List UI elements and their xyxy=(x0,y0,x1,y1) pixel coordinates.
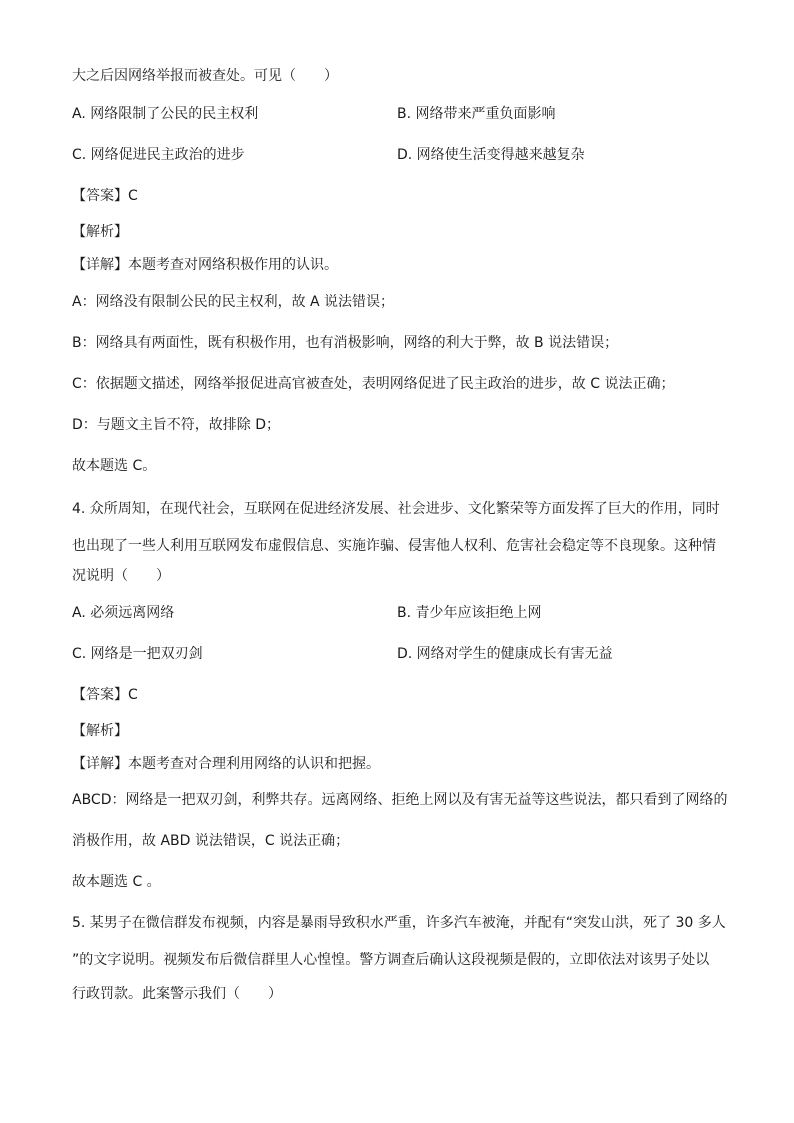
q4-detail: 【详解】本题考查对合理利用网络的认识和把握。 xyxy=(72,756,380,772)
q4-options-row-1 xyxy=(72,603,732,623)
q4-analysis-label: 【解析】 xyxy=(72,723,128,739)
q3-option-a: A. 网络限制了公民的民主权利 xyxy=(72,106,259,122)
q4-stem-line-1: 4. 众所周知，在现代社会，互联网在促进经济发展、社会进步、文化繁荣等方面发挥了巨大的作用，同时 xyxy=(72,501,720,517)
q4-option-d: D. 网络对学生的健康成长有害无益 xyxy=(397,646,613,662)
q4-option-c: C. 网络是一把双刃剑 xyxy=(72,646,203,662)
q3-answer: 【答案】C xyxy=(72,188,138,204)
q3-analysis-b: B：网络具有两面性，既有积极作用，也有消极影响，网络的利大于弊，故 B 说法错误； xyxy=(72,335,619,351)
q3-option-c: C. 网络促进民主政治的进步 xyxy=(72,147,245,163)
q4-option-b: B. 青少年应该拒绝上网 xyxy=(397,605,542,621)
q5-stem-line-1: 5. 某男子在微信群发布视频，内容是暴雨导致积水严重，许多汽车被淹，并配有“突发山洪，死了 30 多人 xyxy=(72,915,726,931)
q3-analysis-d: D：与题文主旨不符，故排除 D； xyxy=(72,417,281,433)
q3-stem-tail: 大之后因网络举报而被查处。可见（ ） xyxy=(72,68,338,84)
q3-options-row-2 xyxy=(72,145,732,165)
q4-answer: 【答案】C xyxy=(72,687,138,703)
q4-stem-line-2: 也出现了一些人利用互联网发布虚假信息、实施诈骗、侵害他人权利、危害社会稳定等不良现象。这种情 xyxy=(72,538,716,554)
q3-option-d: D. 网络使生活变得越来越复杂 xyxy=(397,147,585,163)
q4-analysis-line-1: ABCD：网络是一把双刃剑，利弊共存。远离网络、拒绝上网以及有害无益等这些说法，都只看到了网络的 xyxy=(72,792,728,808)
q3-options-row-1 xyxy=(72,104,732,124)
q3-analysis-label: 【解析】 xyxy=(72,224,128,240)
q5-stem-line-2: ”的文字说明。视频发布后微信群里人心惶惶。警方调查后确认这段视频是假的，立即依法对该男子处以 xyxy=(72,952,710,968)
q4-analysis-line-2: 消极作用，故 ABD 说法错误，C 说法正确； xyxy=(72,833,350,849)
q3-option-b: B. 网络带来严重负面影响 xyxy=(397,106,556,122)
q5-stem-line-3: 行政罚款。此案警示我们（ ） xyxy=(72,986,282,1002)
q4-option-a: A. 必须远离网络 xyxy=(72,605,175,621)
q3-analysis-a: A：网络没有限制公民的民主权利，故 A 说法错误； xyxy=(72,294,395,310)
q3-conclusion: 故本题选 C。 xyxy=(72,458,157,474)
q3-analysis-c: C：依据题文描述，网络举报促进高官被查处，表明网络促进了民主政治的进步，故 C 说法正确； xyxy=(72,376,675,392)
q4-conclusion: 故本题选 C 。 xyxy=(72,874,161,890)
q4-stem-line-3: 况说明（ ） xyxy=(72,568,170,584)
q4-options-row-2 xyxy=(72,644,732,664)
q3-detail: 【详解】本题考查对网络积极作用的认识。 xyxy=(72,257,338,273)
